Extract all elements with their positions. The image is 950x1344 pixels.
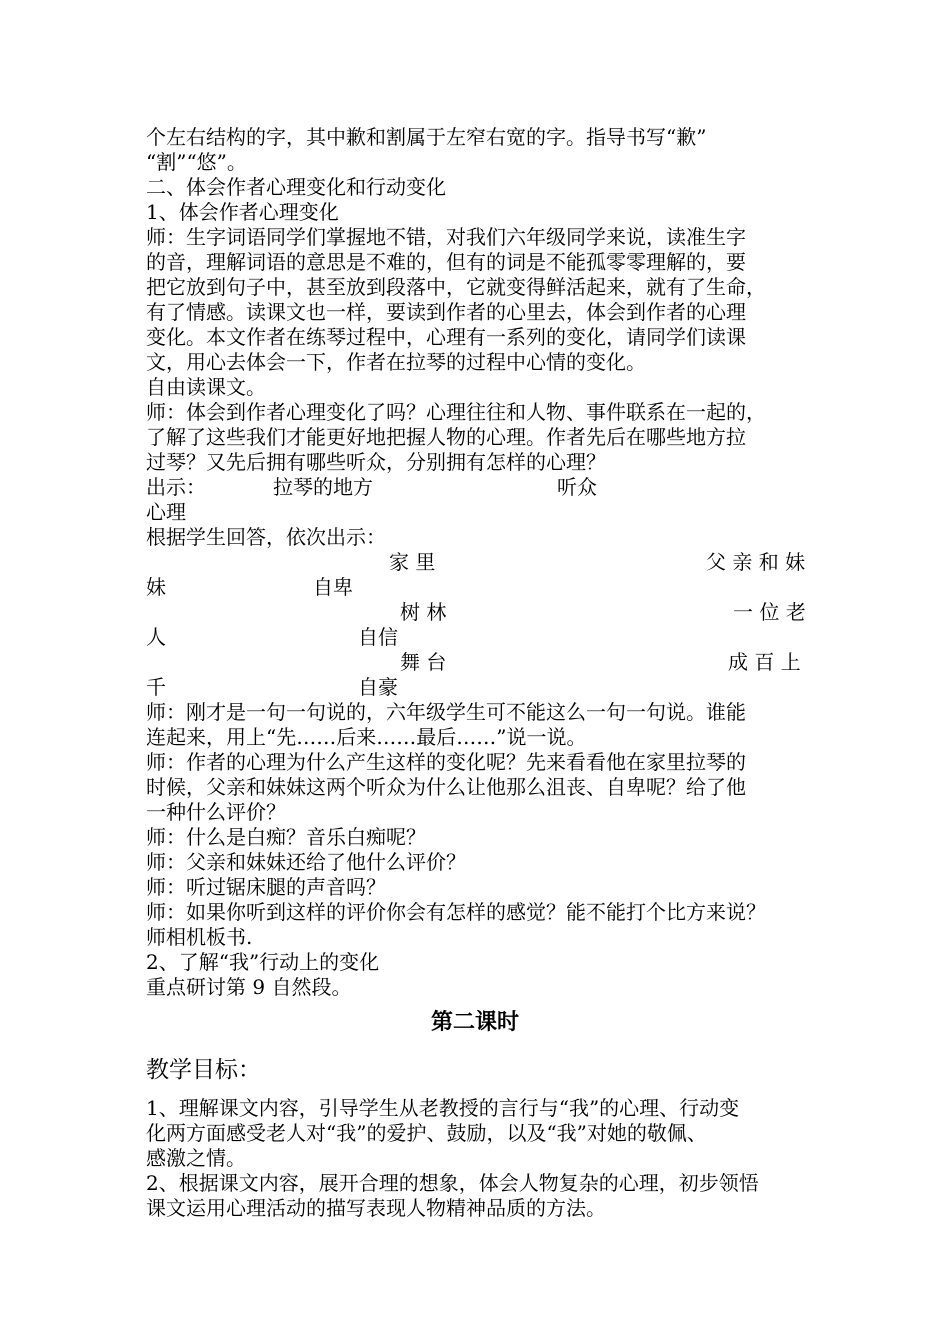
text-line: 师：作者的心理为什么产生这样的变化呢？先来看看他在家里拉琴的	[146, 750, 746, 774]
row-audience-cont: 千	[146, 675, 166, 699]
objective-line: 化两方面感受老人对“我”的爱护、鼓励，以及“我”对她的敬佩、	[146, 1121, 707, 1145]
text-line: 师：体会到作者心理变化了吗？心理往往和人物、事件联系在一起的，	[146, 400, 766, 424]
text-line: “割”“悠”。	[146, 150, 247, 174]
subsection-heading: 2、了解“我”行动上的变化	[146, 950, 380, 974]
row-feeling: 自信	[358, 625, 398, 649]
objective-line: 感激之情。	[146, 1146, 246, 1170]
text-line: 把它放到句子中，甚至放到段落中，它就变得鲜活起来，就有了生命，	[146, 275, 766, 299]
objective-line: 课文运用心理活动的描写表现人物精神品质的方法。	[146, 1196, 606, 1220]
text-line: 师：如果你听到这样的评价你会有怎样的感觉？能不能打个比方来说？	[146, 900, 766, 924]
row-place: 舞 台	[400, 650, 447, 674]
objective-line: 1、理解课文内容，引导学生从老教授的言行与“我”的心理、行动变	[146, 1096, 740, 1120]
text-line: 师：刚才是一句一句说的，六年级学生可不能这么一句一句说。谁能	[146, 700, 746, 724]
text-line: 师：父亲和妹妹还给了他什么评价？	[146, 850, 466, 874]
text-line: 一种什么评价？	[146, 800, 286, 824]
text-line: 师：什么是白痴？音乐白痴呢？	[146, 825, 426, 849]
text-line: 个左右结构的字，其中歉和割属于左窄右宽的字。指导书写“歉”	[146, 125, 707, 149]
text-line: 自由读课文。	[146, 375, 266, 399]
subsection-heading: 1、体会作者心理变化	[146, 200, 339, 224]
row-audience-cont: 人	[146, 625, 166, 649]
text-line: 时候，父亲和妹妹这两个听众为什么让他那么沮丧、自卑呢？给了他	[146, 775, 746, 799]
row-place: 家 里	[389, 550, 436, 574]
objective-line: 2、根据课文内容，展开合理的想象，体会人物复杂的心理，初步领悟	[146, 1171, 759, 1195]
text-line: 的音，理解词语的意思是不难的，但有的词是不能孤零零理解的，要	[146, 250, 746, 274]
text-line: 文，用心去体会一下，作者在拉琴的过程中心情的变化。	[146, 350, 646, 374]
lesson-title: 第二课时	[430, 1010, 519, 1035]
table-header-label: 出示：	[146, 475, 206, 499]
table-header-feeling: 心理	[146, 500, 186, 524]
row-feeling: 自卑	[313, 575, 353, 599]
section-heading: 二、体会作者心理变化和行动变化	[146, 175, 446, 199]
row-feeling: 自豪	[358, 675, 398, 699]
row-audience: 父 亲 和 妹	[706, 550, 806, 574]
text-line: 师：生字词语同学们掌握地不错，对我们六年级同学来说，读准生字	[146, 225, 746, 249]
text-line: 重点研讨第 9 自然段。	[146, 975, 352, 999]
answer-intro: 根据学生回答，依次出示：	[146, 525, 386, 549]
row-audience: 一 位 老	[733, 600, 806, 624]
text-line: 师：听过锯床腿的声音吗？	[146, 875, 386, 899]
row-place: 树 林	[400, 600, 447, 624]
text-line: 过琴？又先后拥有哪些听众，分别拥有怎样的心理？	[146, 450, 606, 474]
table-header-place: 拉琴的地方	[273, 475, 373, 499]
row-audience-cont: 妹	[146, 575, 166, 599]
row-audience: 成 百 上	[728, 650, 801, 674]
text-line: 有了情感。读课文也一样，要读到作者的心里去，体会到作者的心理	[146, 300, 746, 324]
text-line: 变化。本文作者在练琴过程中，心理有一系列的变化，请同学们读课	[146, 325, 746, 349]
text-line: 师相机板书.	[146, 925, 253, 949]
text-line: 了解了这些我们才能更好地把握人物的心理。作者先后在哪些地方拉	[146, 425, 746, 449]
table-header-audience: 听众	[557, 475, 597, 499]
objectives-heading: 教学目标：	[146, 1057, 261, 1083]
text-line: 连起来，用上“先……后来……最后……”说一说。	[146, 725, 587, 749]
